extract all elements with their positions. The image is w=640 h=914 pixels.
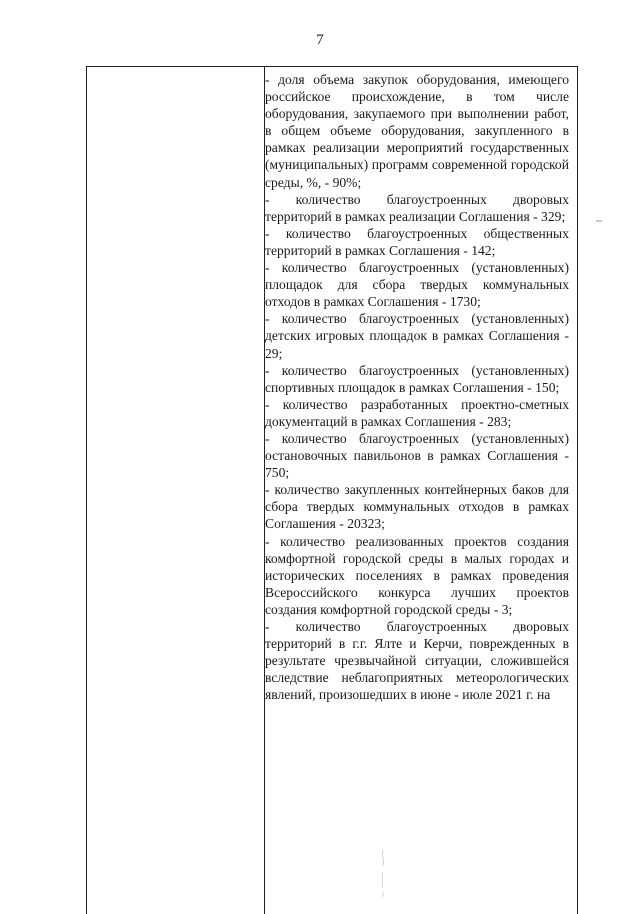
list-item: - количество благоустроенных общественных территорий в рамках Соглашения - 142; — [265, 225, 569, 258]
list-item: - доля объема закупок оборудования, имеющего российское происхождение, в том числе оборудования, закупаемого при выполнении работ, в общем объеме оборудования, закупленного в рамках реализации мероприятий государственных (муниципальных) программ современной городской среды, %, - 90%; — [265, 72, 569, 190]
list-item: - количество благоустроенных (установленных) спортивных площадок в рамках Соглашения - 150; — [265, 362, 569, 395]
scan-mark — [596, 220, 602, 222]
scan-smudge — [378, 848, 388, 898]
list-item: - количество благоустроенных (установленных) остановочных павильонов в рамках Соглашения - 750; — [265, 430, 569, 481]
document-table — [86, 66, 578, 914]
list-item: - количество благоустроенных (установленных) площадок для сбора твердых коммунальных отходов в рамках Соглашения - 1730; — [265, 260, 569, 310]
page-number: 7 — [316, 32, 324, 48]
list-item: - количество благоустроенных (установленных) детских игровых площадок в рамках Соглашения - 29; — [265, 311, 569, 361]
list-item: - количество благоустроенных дворовых территорий в рамках реализации Соглашения - 329; — [265, 191, 569, 224]
list-item: - количество благоустроенных дворовых территорий в г.г. Ялте и Керчи, поврежденных в результате чрезвычайной ситуации, сложившейся вследствие неблагоприятных метеорологических явлений, произошедших в июне - июле 2021 г. на — [265, 619, 569, 703]
table-left-column — [87, 67, 265, 914]
table-right-column — [265, 71, 569, 703]
list-item: - количество реализованных проектов создания комфортной городской среды в малых городах и исторических поселениях в рамках проведения Всероссийского конкурса лучших проектов создания комфортной городской среды - 3; — [265, 533, 569, 617]
list-item: - количество разработанных проектно-сметных документаций в рамках Соглашения - 283; — [265, 396, 569, 429]
list-item: - количество закупленных контейнерных баков для сбора твердых коммунальных отходов в рамках Соглашения - 20323; — [265, 482, 569, 532]
